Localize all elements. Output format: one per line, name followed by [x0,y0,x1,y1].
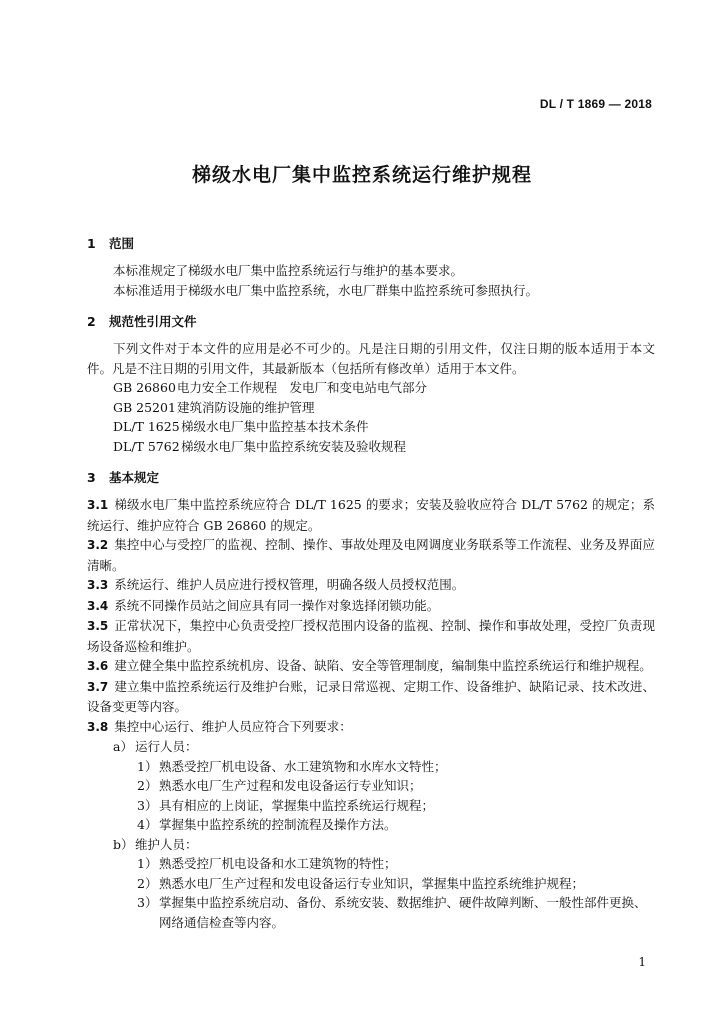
clause-number: 3.5 [87,619,109,633]
list-item [87,776,655,796]
clause-number: 3.6 [87,659,109,673]
page-number: 1 [638,955,646,969]
clause-text: 正常状况下，集控中心负责受控厂授权范围内设备的监视、控制、操作和事故处理，受控厂负责现场设备巡检和维护。 [87,618,655,654]
list-item [87,815,655,835]
section-title: 规范性引用文件 [109,314,197,329]
list-group-title: 运行人员： [135,739,198,754]
clause-3-6 [87,656,655,677]
reference-code: GB 25201 [113,399,176,415]
clause-number: 3.2 [87,538,109,552]
section-number: 2 [87,314,96,329]
clause-text: 系统运行、维护人员应进行授权管理，明确各级人员授权范围。 [114,577,465,592]
list-item [87,874,655,894]
clause-3-5 [87,616,655,656]
clause-number: 3.3 [87,578,109,592]
list-item-text: 掌握集中监控系统启动、备份、系统安装、数据维护、硬件故障判断、一般性部件更换、 [159,895,647,910]
clause-number: 3.7 [87,679,109,694]
list-label: 2） [137,875,158,891]
standard-code: DL / T 1869 — 2018 [539,97,652,111]
clause-text: 集控中心与受控厂的监视、控制、操作、事故处理及电网调度业务联系等工作流程、业务及界面应清晰。 [87,537,655,573]
paragraph: 本标准适用于梯级水电厂集中监控系统，水电厂群集中监控系统可参照执行。 [113,282,539,298]
list-item [87,796,655,816]
clause-text: 梯级水电厂集中监控系统应符合 DL/T 1625 的要求；安装及验收应符合 DL/T 5762 的规定；系统运行、维护应符合 GB 26860 的规定。 [87,497,655,533]
list-label: 3） [137,895,158,910]
clause-3-1 [87,495,655,535]
clause-number: 3.4 [87,598,109,613]
clause-3-4 [87,596,655,617]
list-item-continuation: 网络通信检查等内容。 [159,914,285,930]
list-group-a [87,737,655,757]
reference-item [87,378,655,398]
clause-3-3 [87,575,655,596]
section-1-heading [87,234,655,254]
section-number: 3 [87,470,96,485]
list-label: 2） [137,778,158,793]
list-group-title: 维护人员： [135,836,198,852]
reference-item [87,417,655,437]
list-item-text: 掌握集中监控系统的控制流程及操作方法。 [159,817,397,832]
list-label: 1） [137,758,158,774]
clause-text: 系统不同操作员站之间应具有同一操作对象选择闭锁功能。 [114,597,440,613]
reference-item [87,437,655,457]
reference-title: 梯级水电厂集中监控系统安装及验收规程 [181,438,407,454]
list-item [87,757,655,777]
document-title: 梯级水电厂集中监控系统运行维护规程 [191,164,532,186]
reference-list [87,378,655,456]
list-item-text: 熟悉水电厂生产过程和发电设备运行专业知识，掌握集中监控系统维护规程； [159,875,585,891]
reference-title: 电力安全工作规程 发电厂和变电站电气部分 [177,380,428,395]
paragraph: 下列文件对于本文件的应用是必不可少的。凡是注日期的引用文件，仅注日期的版本适用于本文件。凡是不注日期的引用文件，其最新版本（包括所有修改单）适用于本文件。 [87,341,655,376]
paragraph: 本标准规定了梯级水电厂集中监控系统运行与维护的基本要求。 [113,263,464,278]
section-number: 1 [87,236,96,251]
section-2-heading [87,312,655,332]
reference-title: 建筑消防设施的维护管理 [177,399,315,415]
list-item-text: 熟悉受控厂机电设备和水工建筑物的特性； [159,856,397,871]
document-body [87,234,655,932]
section-title: 范围 [109,236,135,251]
clause-text: 建立健全集中监控系统机房、设备、缺陷、安全等管理制度，编制集中监控系统运行和维护规程。 [114,658,652,673]
clause-text: 集控中心运行、维护人员应符合下列要求： [114,718,352,734]
reference-code: DL/T 5762 [113,438,180,454]
reference-code: DL/T 1625 [113,419,180,434]
list-label: 1） [137,856,158,871]
list-item [87,893,655,932]
list-item-text: 具有相应的上岗证，掌握集中监控系统运行规程； [159,797,435,813]
list-item-text: 熟悉水电厂生产过程和发电设备运行专业知识； [159,778,422,793]
section-3-heading [87,468,655,488]
clause-3-7 [87,677,655,717]
clause-number: 3.1 [87,498,109,512]
list-label: 4） [137,817,158,832]
list-label: a） [113,739,133,754]
reference-title: 梯级水电厂集中监控基本技术条件 [181,419,369,434]
list-group-b [87,835,655,855]
clause-number: 3.8 [87,719,109,734]
reference-item [87,398,655,418]
reference-code: GB 26860 [113,380,176,395]
list-label: 3） [137,797,158,813]
section-title: 基本规定 [109,470,160,485]
list-label: b） [113,836,134,852]
list-item-text: 熟悉受控厂机电设备、水工建筑物和水库水文特性； [159,758,447,774]
clause-text: 建立集中监控系统运行及维护台账，记录日常巡视、定期工作、设备维护、缺陷记录、技术改进、设备变更等内容。 [87,678,655,714]
list-item [87,854,655,874]
clause-3-2 [87,535,655,575]
clause-3-8 [87,717,655,738]
